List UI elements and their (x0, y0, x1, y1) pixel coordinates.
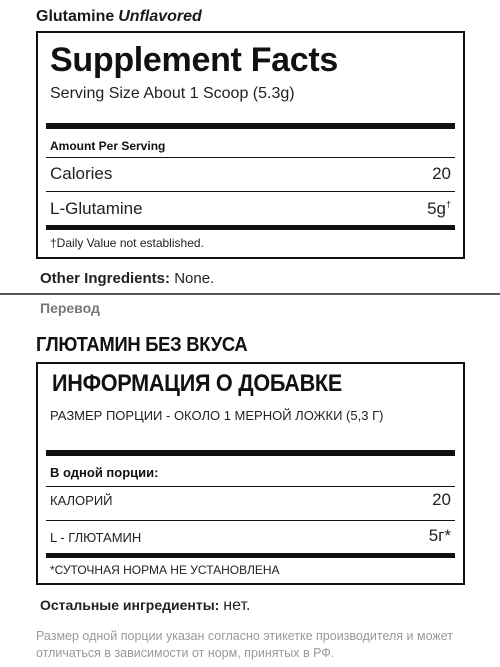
amount-per-serving-ru: В одной порции: (50, 465, 159, 480)
calories-label: Calories (50, 164, 113, 183)
other-ingredients-en (40, 270, 214, 287)
thick-divider (46, 450, 455, 456)
product-name: Glutamine (36, 8, 115, 25)
daily-value-note: †Daily Value not established. (50, 236, 204, 250)
calories-value: 20 (432, 164, 451, 183)
other-ingredients-value-ru: нет. (223, 597, 251, 614)
translation-label: Перевод (40, 300, 100, 316)
serving-size-footnote: Размер одной порции указан согласно этикетке производителя и может отличаться в зависимости от норм, принятых в РФ. (36, 629, 453, 660)
row-divider (46, 486, 455, 487)
row-divider (46, 157, 455, 158)
amount-per-serving: Amount Per Serving (50, 139, 166, 153)
l-glutamine-label: L-Glutamine (50, 199, 143, 218)
serving-size-ru: РАЗМЕР ПОРЦИИ - ОКОЛО 1 МЕРНОЙ ЛОЖКИ (5,3 Г) (50, 408, 384, 423)
dagger-mark: † (445, 199, 451, 210)
thick-divider (46, 123, 455, 129)
supplement-facts-heading: Supplement Facts (50, 41, 339, 79)
thick-divider (46, 225, 455, 230)
supplement-facts-panel-ru (36, 362, 465, 585)
row-divider (46, 191, 455, 192)
other-ingredients-label: Other Ingredients: (40, 270, 171, 287)
other-ingredients-ru (40, 597, 250, 615)
other-ingredients-value: None. (174, 270, 215, 287)
supplement-facts-panel-en (36, 31, 465, 259)
supplement-facts-heading-ru: ИНФОРМАЦИЯ О ДОБАВКЕ (52, 370, 342, 397)
l-glutamine-value: 5g† (427, 199, 451, 218)
serving-size: Serving Size About 1 Scoop (5.3g) (50, 85, 295, 102)
daily-value-note-ru: *СУТОЧНАЯ НОРМА НЕ УСТАНОВЛЕНА (50, 563, 280, 577)
l-glutamine-label-ru: L - ГЛЮТАМИН (50, 530, 142, 545)
calories-label-ru: КАЛОРИЙ (50, 493, 113, 508)
row-divider (46, 520, 455, 521)
product-title-ru: ГЛЮТАМИН БЕЗ ВКУСА (36, 334, 248, 356)
other-ingredients-label-ru: Остальные ингредиенты: (40, 597, 220, 613)
l-glutamine-value-ru: 5г* (428, 526, 451, 545)
product-title (36, 8, 202, 26)
product-variant: Unflavored (118, 8, 202, 25)
calories-value-ru: 20 (432, 490, 451, 509)
thick-divider (46, 553, 455, 558)
section-divider (0, 293, 500, 295)
